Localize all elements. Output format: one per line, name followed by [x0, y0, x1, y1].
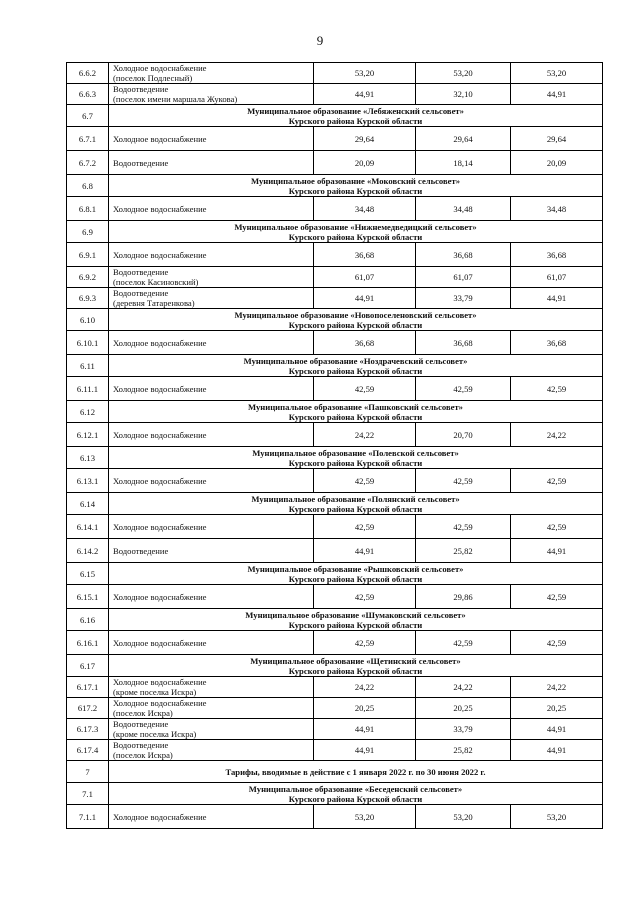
tariff-value-1: 24,22	[314, 677, 416, 698]
service-name: Холодное водоснабжение	[109, 805, 314, 829]
tariff-value-2: 32,10	[416, 84, 511, 105]
tariff-value-1: 42,59	[314, 377, 416, 401]
tariff-value-1: 20,09	[314, 151, 416, 175]
row-number: 6.11.1	[67, 377, 109, 401]
row-number: 6.17.1	[67, 677, 109, 698]
tariff-value-1: 36,68	[314, 243, 416, 267]
service-name: Холодное водоснабжение (поселок Искра)	[109, 698, 314, 719]
tariff-value-1: 42,59	[314, 585, 416, 609]
section-heading-row	[67, 447, 603, 469]
row-number: 6.16	[67, 609, 109, 631]
tariff-value-3: 53,20	[511, 63, 603, 84]
service-name: Водоотведение (поселок имени маршала Жукова)	[109, 84, 314, 105]
tariff-table-body	[67, 63, 603, 829]
table-row	[67, 197, 603, 221]
service-name: Холодное водоснабжение	[109, 585, 314, 609]
table-row	[67, 423, 603, 447]
tariff-value-2: 33,79	[416, 288, 511, 309]
row-number: 6.11	[67, 355, 109, 377]
tariff-value-1: 29,64	[314, 127, 416, 151]
tariff-value-2: 29,64	[416, 127, 511, 151]
service-name: Водоотведение (поселок Касиновский)	[109, 267, 314, 288]
tariff-value-3: 42,59	[511, 631, 603, 655]
row-number: 6.10	[67, 309, 109, 331]
row-number: 7.1.1	[67, 805, 109, 829]
tariff-value-1: 42,59	[314, 515, 416, 539]
service-name: Водоотведение (деревня Татаренкова)	[109, 288, 314, 309]
row-number: 6.7.2	[67, 151, 109, 175]
row-number: 6.17	[67, 655, 109, 677]
row-number: 6.13	[67, 447, 109, 469]
tariff-value-3: 53,20	[511, 805, 603, 829]
tariff-value-3: 42,59	[511, 585, 603, 609]
tariff-value-2: 53,20	[416, 63, 511, 84]
row-number: 6.9.2	[67, 267, 109, 288]
row-number: 6.6.3	[67, 84, 109, 105]
row-number: 6.7.1	[67, 127, 109, 151]
row-number: 6.8	[67, 175, 109, 197]
row-number: 6.15.1	[67, 585, 109, 609]
tariff-value-2: 42,59	[416, 515, 511, 539]
section-heading-row	[67, 761, 603, 783]
tariff-value-3: 20,09	[511, 151, 603, 175]
service-name: Водоотведение	[109, 539, 314, 563]
table-row	[67, 740, 603, 761]
section-heading: Муниципальное образование «Лебяженский сельсовет» Курского района Курской области	[109, 105, 603, 127]
tariff-value-3: 42,59	[511, 377, 603, 401]
table-row	[67, 63, 603, 84]
section-heading: Муниципальное образование «Полевской сельсовет» Курского района Курской области	[109, 447, 603, 469]
row-number: 6.7	[67, 105, 109, 127]
tariff-value-1: 20,25	[314, 698, 416, 719]
row-number: 6.16.1	[67, 631, 109, 655]
tariff-value-3: 44,91	[511, 288, 603, 309]
tariff-value-1: 44,91	[314, 288, 416, 309]
tariff-value-1: 34,48	[314, 197, 416, 221]
tariff-value-2: 18,14	[416, 151, 511, 175]
row-number: 6.14	[67, 493, 109, 515]
row-number: 6.17.3	[67, 719, 109, 740]
section-heading: Муниципальное образование «Шумаковский сельсовет» Курского района Курской области	[109, 609, 603, 631]
tariff-value-2: 33,79	[416, 719, 511, 740]
service-name: Холодное водоснабжение	[109, 377, 314, 401]
tariff-value-3: 42,59	[511, 469, 603, 493]
tariff-value-1: 44,91	[314, 84, 416, 105]
service-name: Водоотведение (поселок Искра)	[109, 740, 314, 761]
row-number: 6.14.1	[67, 515, 109, 539]
table-row	[67, 469, 603, 493]
tariff-value-2: 53,20	[416, 805, 511, 829]
row-number: 6.15	[67, 563, 109, 585]
row-number: 6.13.1	[67, 469, 109, 493]
section-heading-row	[67, 783, 603, 805]
section-heading-row	[67, 221, 603, 243]
service-name: Холодное водоснабжение (поселок Подлесный)	[109, 63, 314, 84]
row-number: 6.12	[67, 401, 109, 423]
tariff-value-3: 44,91	[511, 719, 603, 740]
tariff-value-2: 20,70	[416, 423, 511, 447]
table-row	[67, 151, 603, 175]
table-row	[67, 698, 603, 719]
tariff-value-2: 36,68	[416, 243, 511, 267]
section-heading-row	[67, 655, 603, 677]
tariff-value-1: 36,68	[314, 331, 416, 355]
tariff-value-2: 34,48	[416, 197, 511, 221]
row-number: 7	[67, 761, 109, 783]
tariff-value-3: 44,91	[511, 84, 603, 105]
service-name: Холодное водоснабжение	[109, 423, 314, 447]
section-heading: Муниципальное образование «Полянский сельсовет» Курского района Курской области	[109, 493, 603, 515]
tariff-value-1: 44,91	[314, 740, 416, 761]
tariff-value-2: 42,59	[416, 631, 511, 655]
tariff-value-2: 25,82	[416, 740, 511, 761]
section-heading: Муниципальное образование «Новопоселеновский сельсовет» Курского района Курской области	[109, 309, 603, 331]
table-row	[67, 267, 603, 288]
row-number: 6.10.1	[67, 331, 109, 355]
table-row	[67, 805, 603, 829]
tariff-value-3: 44,91	[511, 539, 603, 563]
service-name: Холодное водоснабжение	[109, 331, 314, 355]
tariff-value-3: 24,22	[511, 677, 603, 698]
section-heading: Тарифы, вводимые в действие с 1 января 2022 г. по 30 июня 2022 г.	[109, 761, 603, 783]
tariff-value-2: 24,22	[416, 677, 511, 698]
page-number: 9	[316, 33, 324, 48]
tariff-value-3: 42,59	[511, 515, 603, 539]
section-heading: Муниципальное образование «Моковский сельсовет» Курского района Курской области	[109, 175, 603, 197]
service-name: Холодное водоснабжение (кроме поселка Искра)	[109, 677, 314, 698]
tariff-value-1: 42,59	[314, 631, 416, 655]
section-heading: Муниципальное образование «Ноздрачевский сельсовет» Курского района Курской области	[109, 355, 603, 377]
section-heading-row	[67, 493, 603, 515]
row-number: 6.9.3	[67, 288, 109, 309]
table-row	[67, 515, 603, 539]
tariff-value-3: 34,48	[511, 197, 603, 221]
section-heading-row	[67, 105, 603, 127]
tariff-value-2: 20,25	[416, 698, 511, 719]
service-name: Холодное водоснабжение	[109, 631, 314, 655]
tariff-value-3: 24,22	[511, 423, 603, 447]
table-row	[67, 631, 603, 655]
row-number: 6.12.1	[67, 423, 109, 447]
tariff-value-1: 53,20	[314, 63, 416, 84]
row-number: 6.8.1	[67, 197, 109, 221]
section-heading-row	[67, 563, 603, 585]
table-row	[67, 243, 603, 267]
service-name: Холодное водоснабжение	[109, 515, 314, 539]
table-row	[67, 539, 603, 563]
section-heading-row	[67, 609, 603, 631]
tariff-table	[66, 62, 603, 829]
tariff-value-3: 29,64	[511, 127, 603, 151]
section-heading-row	[67, 401, 603, 423]
tariff-value-1: 42,59	[314, 469, 416, 493]
service-name: Водоотведение (кроме поселка Искра)	[109, 719, 314, 740]
tariff-value-2: 42,59	[416, 469, 511, 493]
service-name: Водоотведение	[109, 151, 314, 175]
table-row	[67, 377, 603, 401]
section-heading-row	[67, 175, 603, 197]
table-row	[67, 331, 603, 355]
table-row	[67, 585, 603, 609]
row-number: 617.2	[67, 698, 109, 719]
tariff-value-2: 42,59	[416, 377, 511, 401]
row-number: 6.9	[67, 221, 109, 243]
tariff-value-3: 61,07	[511, 267, 603, 288]
table-row	[67, 288, 603, 309]
row-number: 6.17.4	[67, 740, 109, 761]
table-row	[67, 84, 603, 105]
tariff-value-2: 25,82	[416, 539, 511, 563]
tariff-value-1: 44,91	[314, 539, 416, 563]
service-name: Холодное водоснабжение	[109, 197, 314, 221]
service-name: Холодное водоснабжение	[109, 469, 314, 493]
tariff-value-1: 44,91	[314, 719, 416, 740]
row-number: 6.14.2	[67, 539, 109, 563]
service-name: Холодное водоснабжение	[109, 243, 314, 267]
row-number: 6.6.2	[67, 63, 109, 84]
tariff-value-1: 24,22	[314, 423, 416, 447]
tariff-value-2: 29,86	[416, 585, 511, 609]
table-row	[67, 127, 603, 151]
tariff-value-1: 53,20	[314, 805, 416, 829]
tariff-value-2: 36,68	[416, 331, 511, 355]
section-heading-row	[67, 309, 603, 331]
tariff-value-3: 44,91	[511, 740, 603, 761]
section-heading: Муниципальное образование «Нижнемедведицкий сельсовет» Курского района Курской области	[109, 221, 603, 243]
section-heading: Муниципальное образование «Щетинский сельсовет» Курского района Курской области	[109, 655, 603, 677]
tariff-value-3: 36,68	[511, 243, 603, 267]
row-number: 6.9.1	[67, 243, 109, 267]
section-heading: Муниципальное образование «Беседенский сельсовет» Курского района Курской области	[109, 783, 603, 805]
table-row	[67, 719, 603, 740]
tariff-value-2: 61,07	[416, 267, 511, 288]
section-heading: Муниципальное образование «Пашковский сельсовет» Курского района Курской области	[109, 401, 603, 423]
tariff-value-3: 20,25	[511, 698, 603, 719]
table-row	[67, 677, 603, 698]
service-name: Холодное водоснабжение	[109, 127, 314, 151]
tariff-value-1: 61,07	[314, 267, 416, 288]
tariff-value-3: 36,68	[511, 331, 603, 355]
section-heading: Муниципальное образование «Рышковский сельсовет» Курского района Курской области	[109, 563, 603, 585]
row-number: 7.1	[67, 783, 109, 805]
section-heading-row	[67, 355, 603, 377]
